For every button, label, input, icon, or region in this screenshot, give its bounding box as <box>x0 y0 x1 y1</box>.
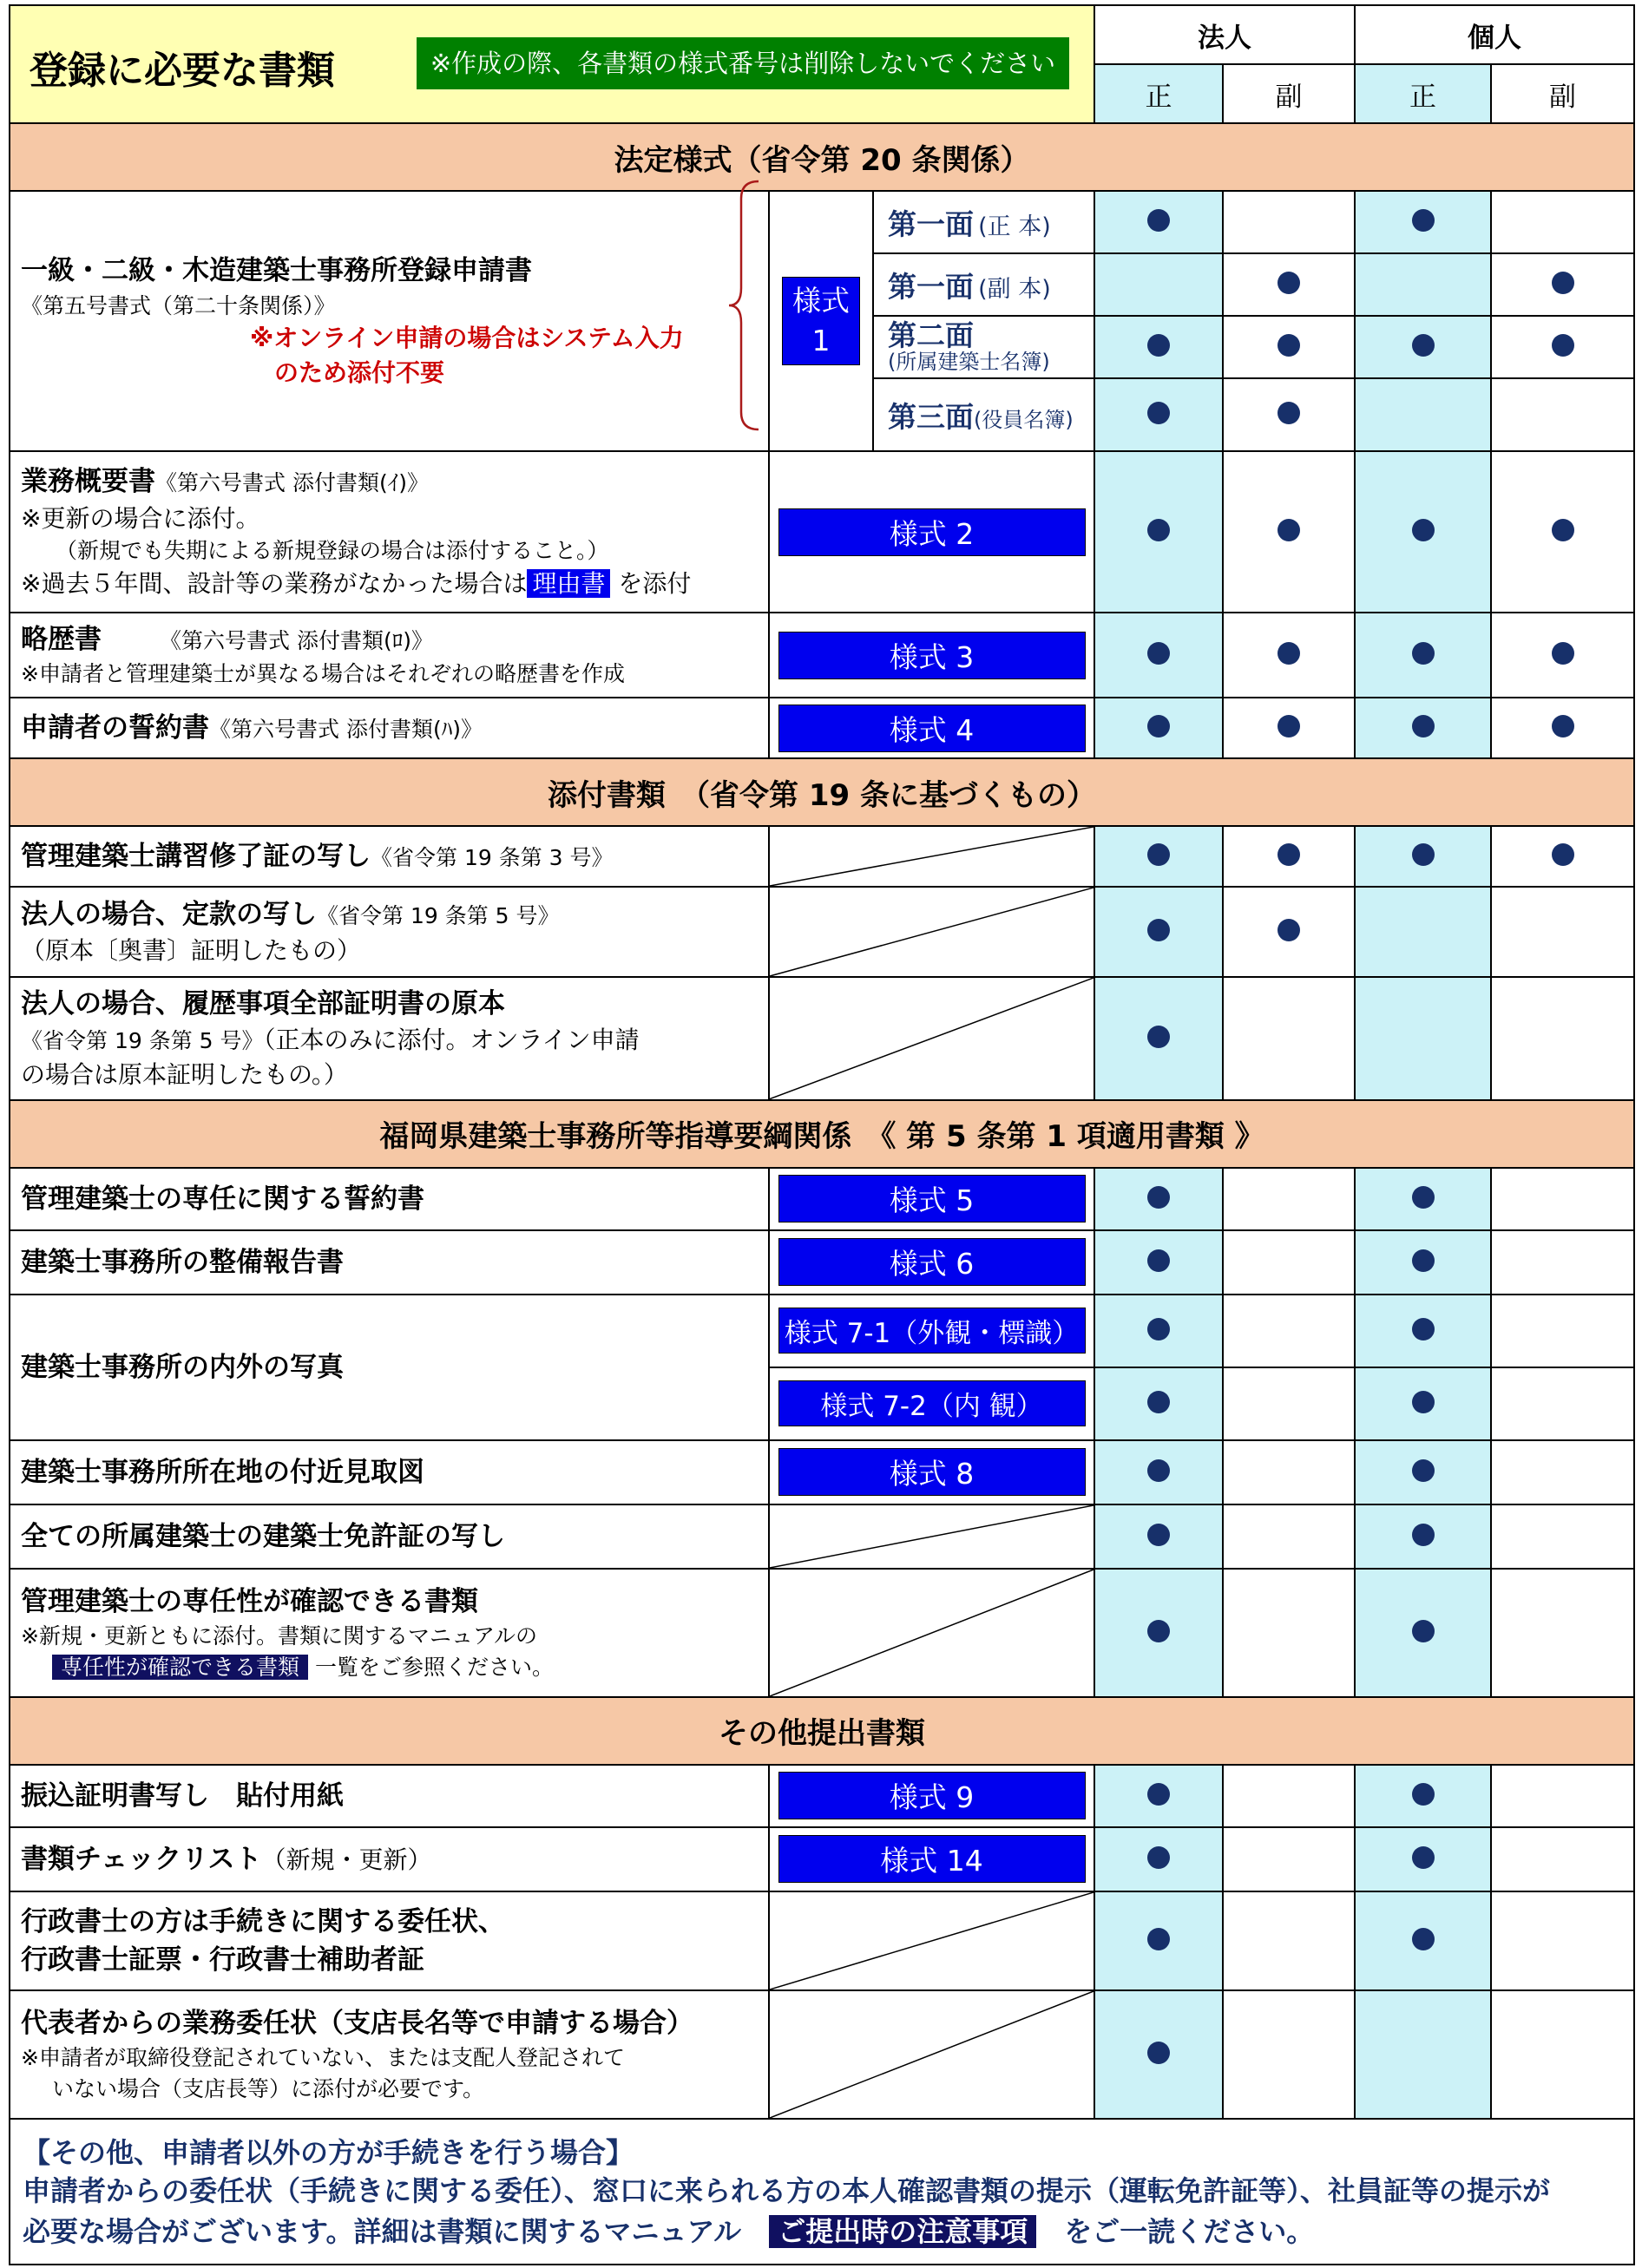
header-title-cell <box>10 5 1094 123</box>
form-5-cell <box>769 1168 1094 1230</box>
form-6-badge: 様式 6 <box>778 1238 1086 1286</box>
dot <box>1355 613 1491 698</box>
dot <box>1491 316 1634 378</box>
empty-cell <box>1223 1504 1355 1569</box>
row-registry-certificate: 法人の場合、履歴事項全部証明書の原本 《省令第 19 条第 5 号》（正本のみに添付。オンライン申請 の場合は原本証明したもの。） <box>10 977 769 1100</box>
form-1-cell <box>769 191 873 451</box>
face-1-cell: 第一面 (正 本) <box>873 191 1094 253</box>
dot <box>1223 613 1355 698</box>
row-dedication-proof: 管理建築士の専任性が確認できる書類 ※新規・更新ともに添付。書類に関するマニュアルの 専任性が確認できる書類 一覧をご参照ください。 <box>10 1569 769 1697</box>
empty-cell <box>1094 253 1223 316</box>
empty-cell <box>1355 1990 1491 2119</box>
form-8-badge: 様式 8 <box>778 1448 1086 1496</box>
form-7-2-cell <box>769 1367 1094 1440</box>
dot <box>1094 1168 1223 1230</box>
empty-cell <box>1355 977 1491 1100</box>
dot <box>1094 1569 1223 1697</box>
empty-cell <box>1491 1569 1634 1697</box>
na-cell <box>769 977 1094 1100</box>
footer-line-1: 申請者からの委任状（手続きに関する委任）、窓口に来られる方の本人確認書類の提示（運転免許証等）、社員証等の提示が <box>23 2174 1551 2208</box>
form-4-badge: 様式 4 <box>778 705 1086 752</box>
dot <box>1094 613 1223 698</box>
empty-cell <box>1223 191 1355 253</box>
dot <box>1355 1230 1491 1295</box>
empty-cell <box>1491 977 1634 1100</box>
dot <box>1355 1827 1491 1891</box>
dot <box>1491 613 1634 698</box>
empty-cell <box>1223 1440 1355 1504</box>
dot <box>1355 191 1491 253</box>
dot <box>1094 887 1223 977</box>
online-note-1: ※オンライン申請の場合はシステム入力 <box>250 324 684 352</box>
form-8-cell <box>769 1440 1094 1504</box>
row-course-certificate: 管理建築士講習修了証の写し《省令第 19 条第 3 号》 <box>10 826 769 887</box>
dot <box>1355 1440 1491 1504</box>
row-location-map: 建築士事務所所在地の付近見取図 <box>10 1440 769 1504</box>
na-cell <box>769 1990 1094 2119</box>
empty-cell <box>1491 1367 1634 1440</box>
dot <box>1094 1295 1223 1367</box>
section-fukuoka-guidelines: 福岡県建築士事務所等指導要綱関係 《 第 5 条第 1 項適用書類 》 <box>10 1100 1634 1168</box>
dot <box>1355 316 1491 378</box>
form-6-cell <box>769 1230 1094 1295</box>
face-2-cell: 第一面 (副 本) <box>873 253 1094 316</box>
dot <box>1094 1230 1223 1295</box>
na-cell <box>769 826 1094 887</box>
dot <box>1223 316 1355 378</box>
empty-cell <box>1491 1827 1634 1891</box>
empty-cell <box>1491 1891 1634 1990</box>
dot <box>1094 1504 1223 1569</box>
form-5-badge: 様式 5 <box>778 1175 1086 1222</box>
submission-notes-highlight: ご提出時の注意事項 <box>769 2215 1036 2248</box>
section-attachments: 添付書類 （省令第 19 条に基づくもの） <box>10 758 1634 826</box>
empty-cell <box>1223 1168 1355 1230</box>
form-2-cell <box>769 451 1094 613</box>
form-3-badge: 様式 3 <box>778 632 1086 679</box>
dot <box>1355 1569 1491 1697</box>
dot <box>1223 378 1355 451</box>
column-indiv-fuku: 副 <box>1491 64 1634 123</box>
dot <box>1491 253 1634 316</box>
form-7-2-badge: 様式 7-2（内 観） <box>778 1380 1086 1426</box>
row-articles-copy: 法人の場合、定款の写し《省令第 19 条第 5 号》 （原本〔奥書〕証明したもの） <box>10 887 769 977</box>
empty-cell <box>1223 1367 1355 1440</box>
row-delegation-letter: 代表者からの業務委任状（支店長名等で申請する場合） ※申請者が取締役登記されていない、または支配人登記されて いない場合（支店長等）に添付が必要です。 <box>10 1990 769 2119</box>
dot <box>1355 698 1491 758</box>
na-cell <box>769 887 1094 977</box>
row-resume: 略歴書 《第六号書式 添付書類(ﾛ)》 ※申請者と管理建築士が異なる場合はそれぞれの略歴書を作成 <box>10 613 769 698</box>
form-4-cell <box>769 698 1094 758</box>
curly-brace-icon <box>727 180 762 431</box>
dot <box>1094 191 1223 253</box>
dot <box>1223 698 1355 758</box>
dot <box>1094 451 1223 613</box>
dot <box>1094 1990 1223 2119</box>
row-checklist: 書類チェックリスト（新規・更新） <box>10 1827 769 1891</box>
header-note: ※作成の際、各書類の様式番号は削除しないでください <box>417 37 1069 89</box>
row-dedicated-pledge: 管理建築士の専任に関する誓約書 <box>10 1168 769 1230</box>
row-facility-report: 建築士事務所の整備報告書 <box>10 1230 769 1295</box>
empty-cell <box>1491 1168 1634 1230</box>
dot <box>1094 826 1223 887</box>
empty-cell <box>1491 1504 1634 1569</box>
empty-cell <box>1491 887 1634 977</box>
form-7-1-badge: 様式 7-1（外観・標識） <box>778 1308 1086 1354</box>
empty-cell <box>1223 1765 1355 1827</box>
empty-cell <box>1355 378 1491 451</box>
dot <box>1094 378 1223 451</box>
row-application-title: 一級・二級・木造建築士事務所登録申請書 <box>21 255 532 287</box>
empty-cell <box>1491 1295 1634 1367</box>
dot <box>1094 1891 1223 1990</box>
empty-cell <box>1491 378 1634 451</box>
dot <box>1355 826 1491 887</box>
empty-cell <box>1355 253 1491 316</box>
dot <box>1094 698 1223 758</box>
dot <box>1094 1827 1223 1891</box>
online-note-2: のため添付不要 <box>274 357 445 387</box>
form-2-badge: 様式 2 <box>778 508 1086 556</box>
form-14-badge: 様式 14 <box>778 1835 1086 1883</box>
reason-doc-highlight: 理由書 <box>527 569 610 598</box>
column-corp: 法人 <box>1094 5 1355 64</box>
dot <box>1094 1367 1223 1440</box>
dot <box>1223 826 1355 887</box>
row-application-form <box>10 191 769 451</box>
dot <box>1355 451 1491 613</box>
empty-cell <box>1491 1230 1634 1295</box>
empty-cell <box>1491 1440 1634 1504</box>
empty-cell <box>1223 1990 1355 2119</box>
empty-cell <box>1223 1295 1355 1367</box>
na-cell <box>769 1504 1094 1569</box>
na-cell <box>769 1569 1094 1697</box>
row-scrivener-docs: 行政書士の方は手続きに関する委任状、 行政書士証票・行政書士補助者証 <box>10 1891 769 1990</box>
empty-cell <box>1223 1230 1355 1295</box>
footer-notes <box>10 2119 1634 2265</box>
form-14-cell <box>769 1827 1094 1891</box>
face-4-cell: 第三面(役員名簿) <box>873 378 1094 451</box>
form-3-cell <box>769 613 1094 698</box>
dot <box>1491 826 1634 887</box>
dot <box>1355 1295 1491 1367</box>
column-corp-sei: 正 <box>1094 64 1223 123</box>
dot <box>1491 451 1634 613</box>
page-title: 登録に必要な書類 <box>30 49 335 93</box>
dedication-doc-highlight: 専任性が確認できる書類 <box>52 1655 308 1680</box>
empty-cell <box>1223 1569 1355 1697</box>
empty-cell <box>1223 1891 1355 1990</box>
dot <box>1491 698 1634 758</box>
face-3-cell: 第二面 (所属建築士名簿) <box>873 316 1094 378</box>
footer-title: 【その他、申請者以外の方が手続きを行う場合】 <box>23 2136 634 2170</box>
dot <box>1094 977 1223 1100</box>
dot <box>1094 1765 1223 1827</box>
section-statutory-forms: 法定様式（省令第 20 条関係） <box>10 123 1634 191</box>
footer-line-2: 必要な場合がございます。詳細は書類に関するマニュアル ご提出時の注意事項 をご一読ください。 <box>23 2214 1315 2248</box>
form-1-badge: 様式 1 <box>782 277 860 365</box>
dot <box>1223 887 1355 977</box>
na-cell <box>769 1891 1094 1990</box>
column-corp-fuku: 副 <box>1223 64 1355 123</box>
dot <box>1355 1504 1491 1569</box>
dot <box>1355 1168 1491 1230</box>
empty-cell <box>1223 1827 1355 1891</box>
row-application-sub: 《第五号書式（第二十条関係）》 <box>21 292 336 318</box>
dot <box>1223 451 1355 613</box>
row-office-photos: 建築士事務所の内外の写真 <box>10 1295 769 1440</box>
empty-cell <box>1223 977 1355 1100</box>
row-business-summary: 業務概要書《第六号書式 添付書類(ｲ)》 ※更新の場合に添付。 （新規でも失期による新規登録の場合は添付すること。） ※過去５年間、設計等の業務がなかった場合は 理由書 を添付 <box>10 451 769 613</box>
dot <box>1223 253 1355 316</box>
dot <box>1094 1440 1223 1504</box>
empty-cell <box>1491 191 1634 253</box>
empty-cell <box>1491 1990 1634 2119</box>
form-7-1-cell <box>769 1295 1094 1367</box>
form-9-badge: 様式 9 <box>778 1772 1086 1819</box>
row-license-copies: 全ての所属建築士の建築士免許証の写し <box>10 1504 769 1569</box>
form-9-cell <box>769 1765 1094 1827</box>
column-indiv-sei: 正 <box>1355 64 1491 123</box>
dot <box>1094 316 1223 378</box>
row-transfer-proof: 振込証明書写し 貼付用紙 <box>10 1765 769 1827</box>
dot <box>1355 1891 1491 1990</box>
empty-cell <box>1355 887 1491 977</box>
dot <box>1355 1367 1491 1440</box>
row-applicant-pledge: 申請者の誓約書《第六号書式 添付書類(ﾊ)》 <box>10 698 769 758</box>
empty-cell <box>1491 1765 1634 1827</box>
document-table <box>9 4 1635 2265</box>
section-other-documents: その他提出書類 <box>10 1697 1634 1765</box>
column-indiv: 個人 <box>1355 5 1634 64</box>
dot <box>1355 1765 1491 1827</box>
